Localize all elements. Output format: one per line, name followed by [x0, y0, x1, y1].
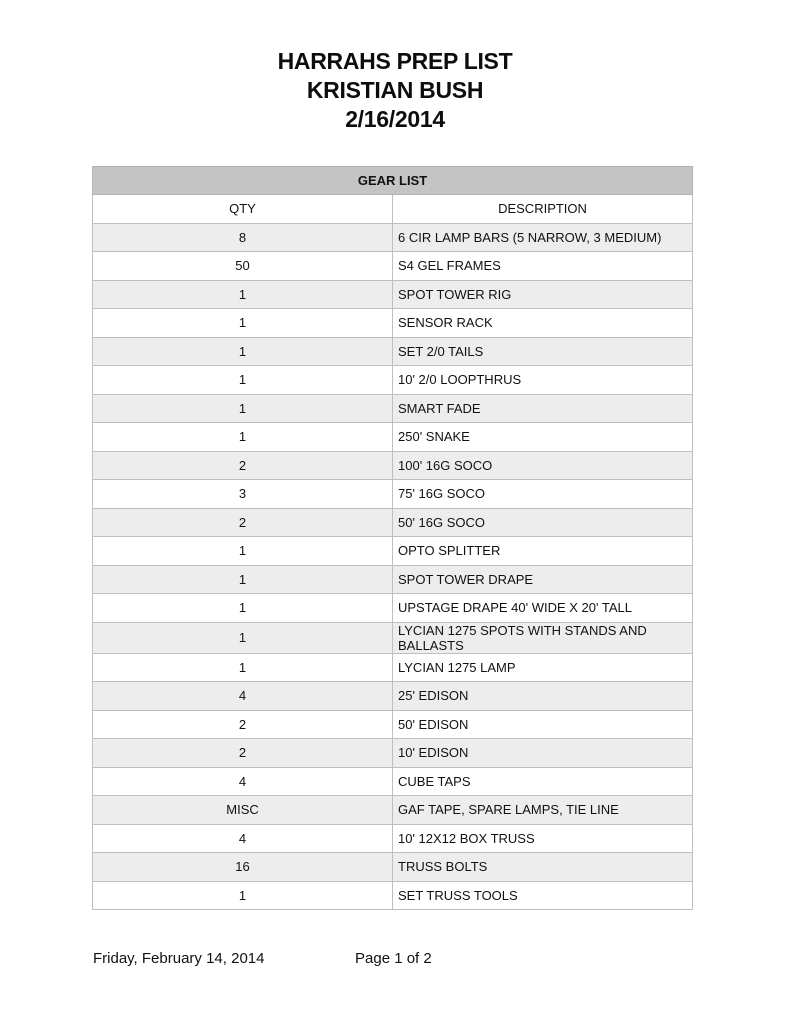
- row-qty: 1: [93, 366, 393, 395]
- footer-print-date: Friday, February 14, 2014: [93, 950, 265, 967]
- row-qty: 2: [93, 710, 393, 739]
- row-description: SENSOR RACK: [393, 309, 693, 338]
- column-header-row: [93, 195, 693, 224]
- column-header-description: DESCRIPTION: [393, 195, 693, 224]
- title-date: 2/16/2014: [345, 106, 445, 132]
- row-description: SMART FADE: [393, 394, 693, 423]
- gear-list-table: [92, 166, 693, 910]
- row-qty: 1: [93, 622, 393, 653]
- row-description: TRUSS BOLTS: [393, 853, 693, 882]
- table-row: [93, 739, 693, 768]
- row-description: 50' EDISON: [393, 710, 693, 739]
- row-description: UPSTAGE DRAPE 40' WIDE X 20' TALL: [393, 594, 693, 623]
- row-qty: 2: [93, 739, 393, 768]
- table-row: [93, 223, 693, 252]
- row-qty: 2: [93, 451, 393, 480]
- table-row: [93, 824, 693, 853]
- table-row: [93, 853, 693, 882]
- table-row: [93, 337, 693, 366]
- row-description: 250' SNAKE: [393, 423, 693, 452]
- row-qty: 1: [93, 881, 393, 910]
- column-header-qty: QTY: [93, 195, 393, 224]
- row-description: 25' EDISON: [393, 682, 693, 711]
- row-qty: 1: [93, 537, 393, 566]
- table-row: [93, 622, 693, 653]
- table-row: [93, 280, 693, 309]
- row-description: CUBE TAPS: [393, 767, 693, 796]
- table-row: [93, 881, 693, 910]
- row-qty: 3: [93, 480, 393, 509]
- row-description: 6 CIR LAMP BARS (5 NARROW, 3 MEDIUM): [393, 223, 693, 252]
- row-qty: 1: [93, 653, 393, 682]
- row-description: 10' 12X12 BOX TRUSS: [393, 824, 693, 853]
- row-qty: 1: [93, 337, 393, 366]
- row-description: S4 GEL FRAMES: [393, 252, 693, 281]
- table-row: [93, 565, 693, 594]
- row-qty: 1: [93, 565, 393, 594]
- table-row: [93, 796, 693, 825]
- table-row: [93, 508, 693, 537]
- footer-page-number: Page 1 of 2: [355, 950, 432, 967]
- table-row: [93, 366, 693, 395]
- table-row: [93, 252, 693, 281]
- row-qty: 8: [93, 223, 393, 252]
- row-description: SET TRUSS TOOLS: [393, 881, 693, 910]
- row-description: 10' EDISON: [393, 739, 693, 768]
- row-description: 100' 16G SOCO: [393, 451, 693, 480]
- row-description: SPOT TOWER RIG: [393, 280, 693, 309]
- table-row: [93, 537, 693, 566]
- row-qty: 1: [93, 309, 393, 338]
- row-qty: 1: [93, 280, 393, 309]
- title-venue: HARRAHS PREP LIST: [277, 48, 513, 74]
- section-header: GEAR LIST: [93, 167, 693, 195]
- table-row: [93, 682, 693, 711]
- row-qty: MISC: [93, 796, 393, 825]
- row-description: SET 2/0 TAILS: [393, 337, 693, 366]
- row-qty: 1: [93, 394, 393, 423]
- row-qty: 4: [93, 682, 393, 711]
- document-title: [0, 47, 790, 134]
- row-description: 50' 16G SOCO: [393, 508, 693, 537]
- table-row: [93, 594, 693, 623]
- table-row: [93, 767, 693, 796]
- table-row: [93, 451, 693, 480]
- row-qty: 2: [93, 508, 393, 537]
- row-qty: 50: [93, 252, 393, 281]
- row-description: 75' 16G SOCO: [393, 480, 693, 509]
- row-description: LYCIAN 1275 SPOTS WITH STANDS AND BALLASTS: [393, 622, 693, 653]
- table-row: [93, 653, 693, 682]
- table-row: [93, 710, 693, 739]
- row-description: GAF TAPE, SPARE LAMPS, TIE LINE: [393, 796, 693, 825]
- gear-list-body: [93, 223, 693, 910]
- row-qty: 4: [93, 824, 393, 853]
- row-description: 10' 2/0 LOOPTHRUS: [393, 366, 693, 395]
- row-description: SPOT TOWER DRAPE: [393, 565, 693, 594]
- row-qty: 16: [93, 853, 393, 882]
- row-description: LYCIAN 1275 LAMP: [393, 653, 693, 682]
- table-row: [93, 394, 693, 423]
- table-row: [93, 309, 693, 338]
- row-qty: 1: [93, 423, 393, 452]
- row-qty: 1: [93, 594, 393, 623]
- table-row: [93, 480, 693, 509]
- row-qty: 4: [93, 767, 393, 796]
- row-description: OPTO SPLITTER: [393, 537, 693, 566]
- title-artist: KRISTIAN BUSH: [306, 77, 484, 103]
- table-row: [93, 423, 693, 452]
